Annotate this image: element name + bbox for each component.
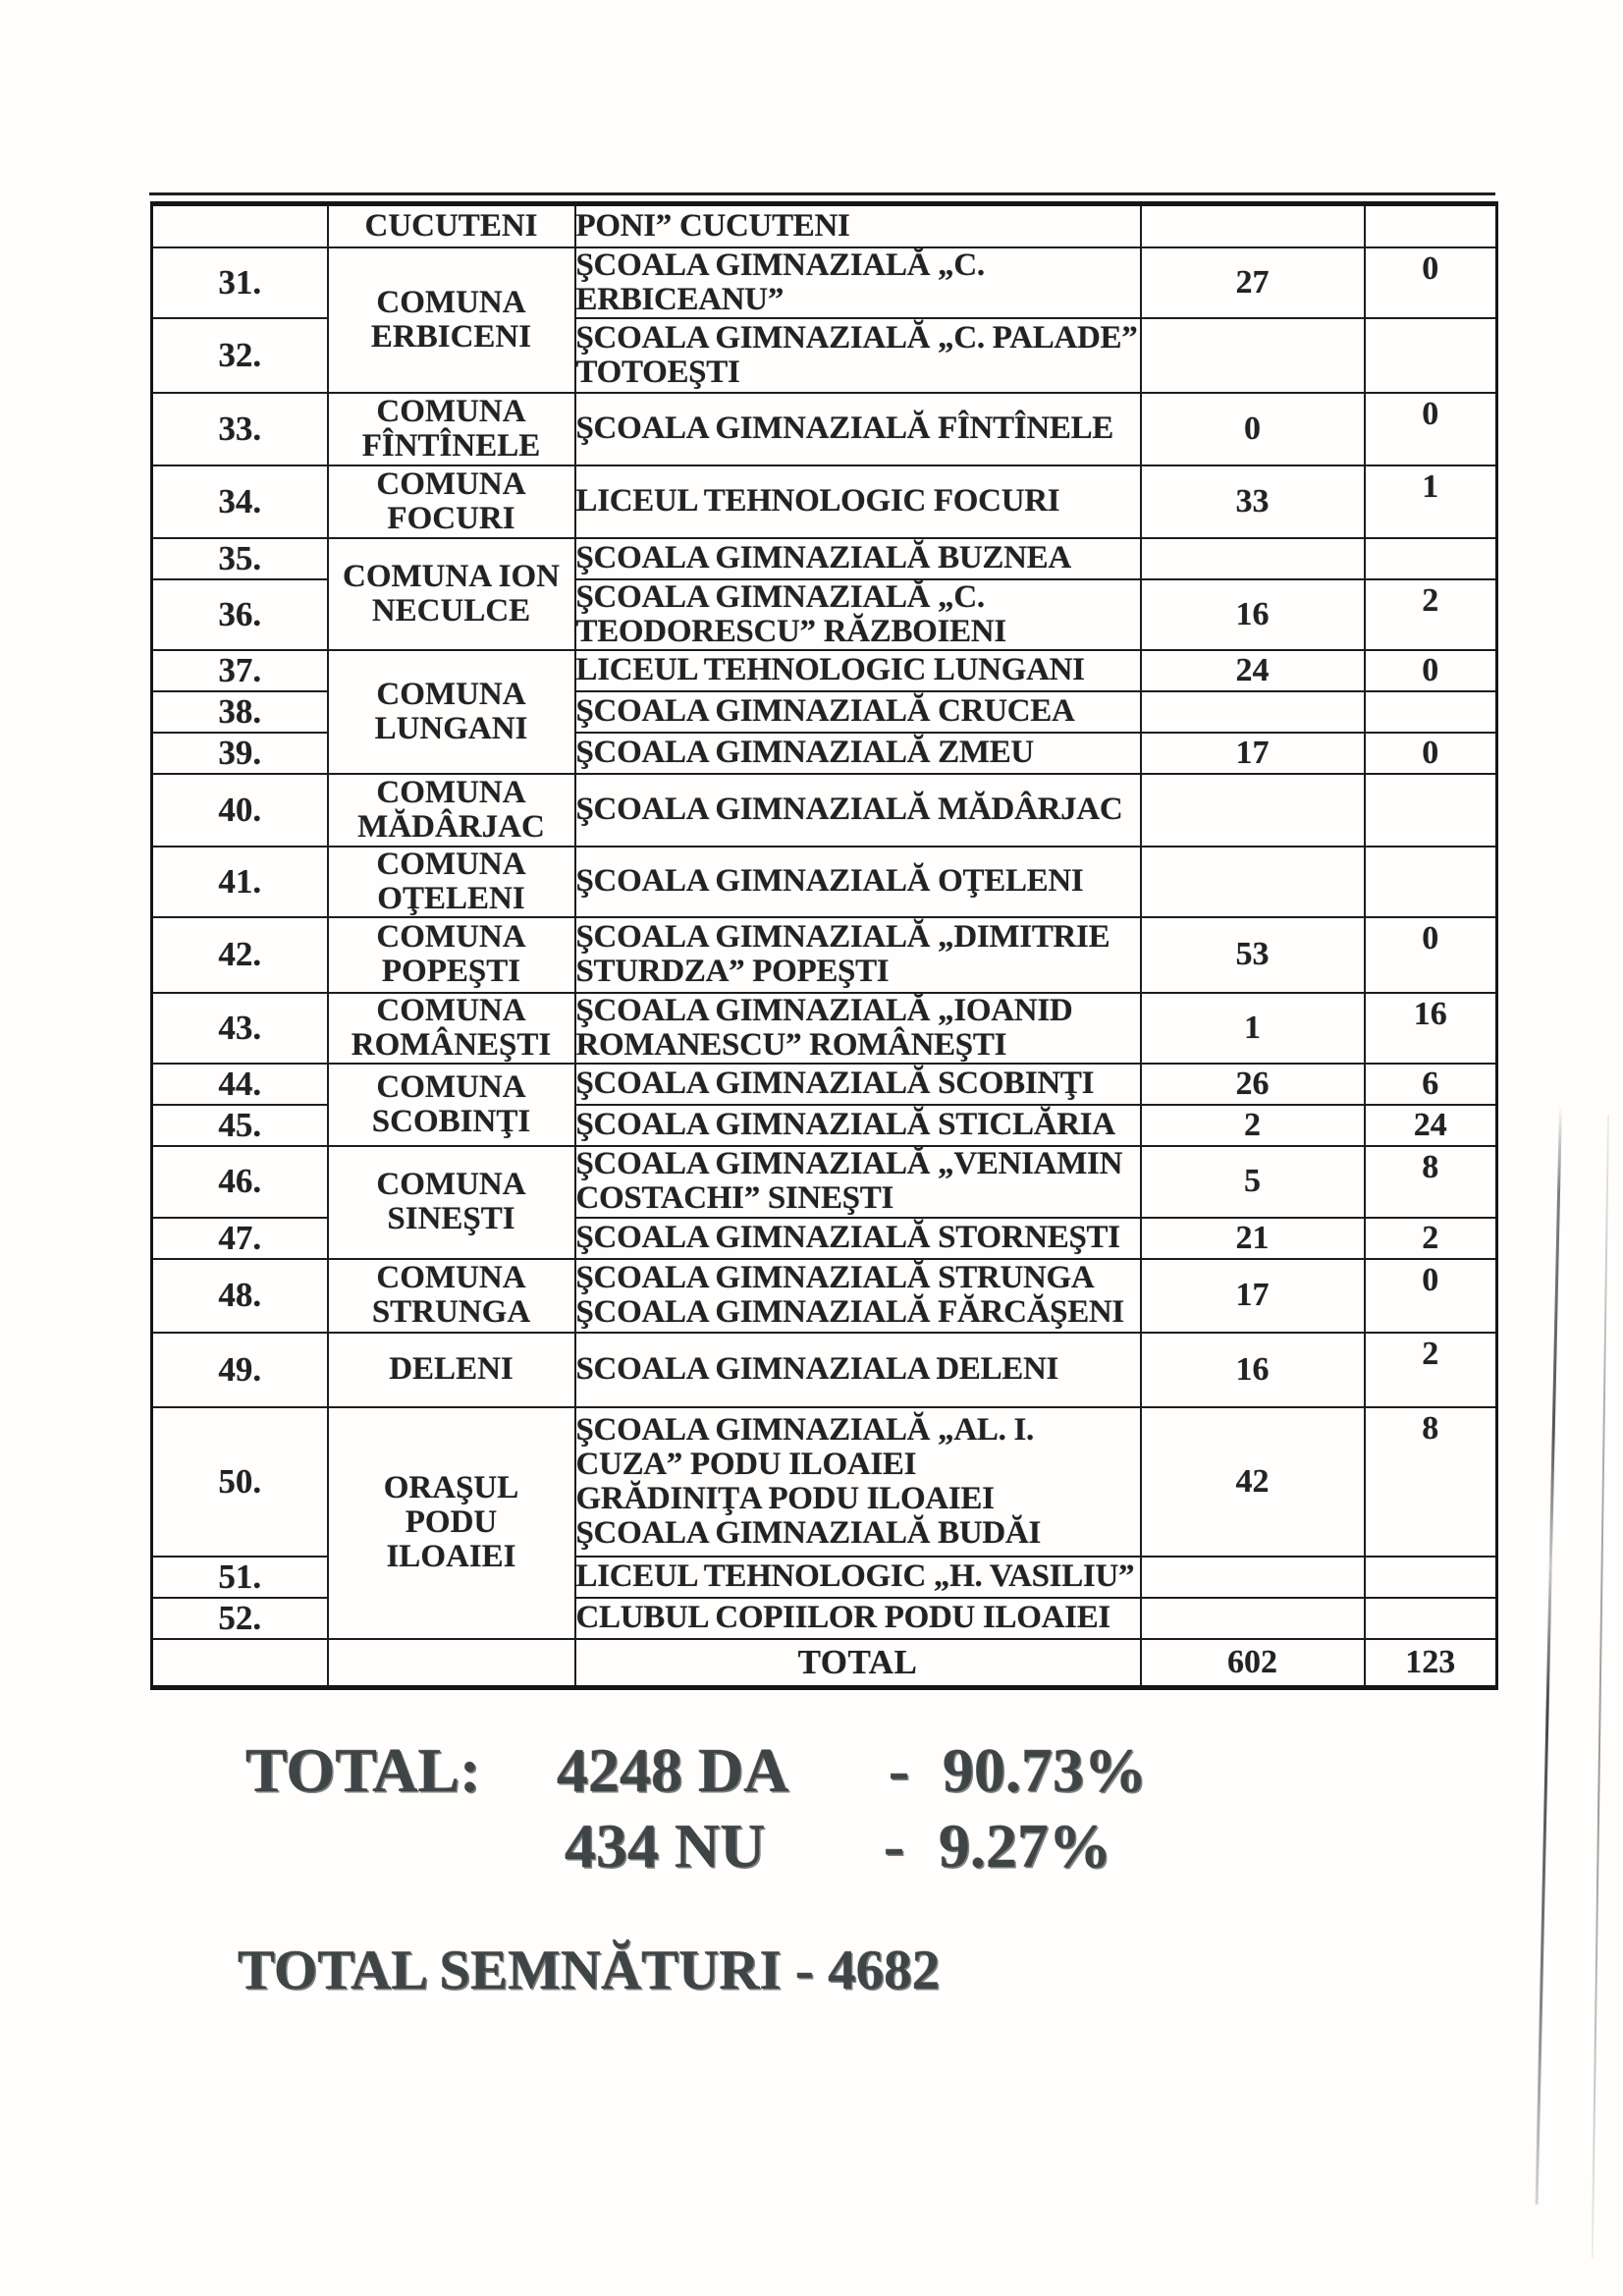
commune-cell (328, 847, 575, 917)
school-cell (575, 733, 1141, 774)
da-value-cell (1141, 204, 1365, 247)
nu-value-cell: 2 (1365, 579, 1497, 650)
commune-cell (328, 774, 575, 847)
da-value-cell (1141, 1598, 1365, 1639)
text-line: ŞCOALA GIMNAZIALĂ „AL. I. (575, 1411, 1034, 1448)
summary-total-da-line (0, 1735, 1623, 1818)
nu-value-cell (1365, 1598, 1497, 1639)
text-line: ŞCOALA GIMNAZIALĂ STRUNGA (575, 1260, 1095, 1295)
commune-cell (328, 465, 575, 538)
text-line: ŞCOALA GIMNAZIALĂ MĂDÂRJAC (575, 792, 1123, 827)
row-number-cell: 37. (152, 650, 328, 691)
text-line: STURDZA” POPEŞTI (575, 954, 890, 989)
text-line: COMUNA (376, 465, 526, 502)
text-line: COMUNA (376, 1068, 526, 1105)
da-value-cell: 2 (1141, 1105, 1365, 1146)
text-line: COMUNA (376, 1260, 526, 1295)
scan-artifact-line (1592, 1115, 1609, 2259)
commune-cell (328, 1639, 575, 1688)
text-line: SCOBINŢI (371, 1103, 531, 1139)
school-cell (575, 1064, 1141, 1105)
text-line: ORAŞUL (383, 1470, 519, 1505)
text-line: ŞCOALA GIMNAZIALĂ „VENIAMIN (575, 1146, 1123, 1181)
text-line: ŞCOALA GIMNAZIALĂ BUDĂI (575, 1514, 1042, 1551)
nu-value-cell (1365, 318, 1497, 393)
da-value-cell (1141, 691, 1365, 733)
da-value-cell: 26 (1141, 1064, 1365, 1105)
text-line: POPEŞTI (381, 954, 521, 989)
da-value-cell: 17 (1141, 1259, 1365, 1333)
table-row (152, 917, 1497, 993)
nu-value-cell: 8 (1365, 1146, 1497, 1218)
text-line: ERBICEANU” (575, 281, 784, 317)
text-line: SCOALA GIMNAZIALA DELENI (575, 1351, 1059, 1387)
nu-value-cell: 0 (1365, 917, 1497, 993)
table-row (152, 465, 1497, 538)
nu-value-cell: 0 (1365, 247, 1497, 318)
text-line: COMUNA (376, 1167, 526, 1202)
nu-value-cell (1365, 774, 1497, 847)
school-cell (575, 1105, 1141, 1146)
nu-value-cell: 16 (1365, 993, 1497, 1064)
commune-cell (328, 538, 575, 650)
row-number-cell: 35. (152, 538, 328, 579)
row-number-cell: 43. (152, 993, 328, 1064)
school-cell (575, 917, 1141, 993)
row-number-cell: 48. (152, 1259, 328, 1333)
school-cell (575, 465, 1141, 538)
total-da-cell: 602 (1141, 1639, 1365, 1688)
text-line: FOCURI (387, 500, 515, 536)
row-number-cell: 31. (152, 247, 328, 318)
da-value-cell: 27 (1141, 247, 1365, 318)
text-line: PODU (405, 1504, 498, 1540)
school-cell (575, 579, 1141, 650)
da-value-cell: 17 (1141, 733, 1365, 774)
text-line: ŞCOALA GIMNAZIALĂ OŢELENI (575, 863, 1084, 899)
text-line: LICEUL TEHNOLOGIC LUNGANI (575, 652, 1085, 687)
commune-cell (328, 1259, 575, 1333)
da-value-cell: 33 (1141, 465, 1365, 538)
row-number-cell: 44. (152, 1064, 328, 1105)
school-cell (575, 204, 1141, 247)
table-row (152, 1259, 1497, 1333)
da-value-cell: 1 (1141, 993, 1365, 1064)
nu-value-cell: 2 (1365, 1218, 1497, 1259)
text-line: ŞCOALA GIMNAZIALĂ FĂRCĂŞENI (575, 1294, 1124, 1330)
text-line: NECULCE (371, 592, 531, 629)
school-cell (575, 847, 1141, 917)
text-line: ŞCOALA GIMNAZIALĂ STICLĂRIA (575, 1107, 1115, 1142)
commune-cell (328, 393, 575, 465)
table-row (152, 393, 1497, 465)
table-top-scan-line (149, 192, 1495, 195)
commune-cell (328, 650, 575, 774)
row-number-cell (152, 1639, 328, 1688)
text-line: COMUNA (376, 992, 526, 1028)
text-line: ŞCOALA GIMNAZIALĂ SCOBINŢI (575, 1066, 1095, 1101)
table-row (152, 204, 1497, 247)
text-line: ŞCOALA GIMNAZIALĂ „DIMITRIE (575, 919, 1110, 955)
text-line: ŞCOALA GIMNAZIALĂ CRUCEA (575, 693, 1075, 729)
text-line: PONI” CUCUTENI (575, 207, 850, 244)
row-number-cell: 40. (152, 774, 328, 847)
nu-value-cell: 0 (1365, 733, 1497, 774)
da-value-cell: 53 (1141, 917, 1365, 993)
school-cell (575, 1333, 1141, 1407)
summary-nu-separator: - (884, 1811, 905, 1881)
nu-value-cell: 2 (1365, 1333, 1497, 1407)
commune-cell (328, 1146, 575, 1259)
text-line: ŞCOALA GIMNAZIALĂ STORNEŞTI (575, 1220, 1120, 1255)
text-line: ROMANESCU” ROMÂNEŞTI (575, 1026, 1007, 1063)
nu-value-cell: 24 (1365, 1105, 1497, 1146)
row-number-cell (152, 204, 328, 247)
school-cell (575, 993, 1141, 1064)
row-number-cell: 47. (152, 1218, 328, 1259)
commune-cell (328, 993, 575, 1064)
text-line: ŞCOALA GIMNAZIALĂ „C. PALADE” (575, 319, 1138, 355)
da-value-cell (1141, 847, 1365, 917)
summary-nu-percent: 9.27% (939, 1811, 1111, 1881)
row-number-cell: 36. (152, 579, 328, 650)
text-line: COMUNA (376, 846, 526, 882)
text-line: COMUNA (376, 284, 526, 320)
summary-da-percent: 90.73% (943, 1735, 1147, 1805)
text-line: OŢELENI (377, 880, 525, 916)
text-line: ŞCOALA GIMNAZIALĂ FÎNTÎNELE (575, 410, 1114, 446)
table-row (152, 1064, 1497, 1105)
row-number-cell: 34. (152, 465, 328, 538)
nu-value-cell: 0 (1365, 650, 1497, 691)
nu-value-cell: 1 (1365, 465, 1497, 538)
text-line: ŞCOALA GIMNAZIALĂ „IOANID (575, 992, 1073, 1028)
summary-signatures-line (0, 1942, 1623, 2021)
table-row (152, 1407, 1497, 1557)
commune-cell (328, 1064, 575, 1146)
school-cell (575, 1598, 1141, 1639)
table-row (152, 650, 1497, 691)
school-cell (575, 1146, 1141, 1218)
row-number-cell: 41. (152, 847, 328, 917)
commune-cell (328, 917, 575, 993)
text-line: STRUNGA (371, 1294, 531, 1330)
total-nu-cell: 123 (1365, 1639, 1497, 1688)
commune-cell (328, 247, 575, 393)
school-cell (575, 691, 1141, 733)
text-line: COMUNA (376, 676, 526, 712)
school-cell (575, 1407, 1141, 1557)
table-row (152, 774, 1497, 847)
text-line: COMUNA (376, 919, 526, 955)
da-value-cell (1141, 774, 1365, 847)
school-cell (575, 318, 1141, 393)
row-number-cell: 32. (152, 318, 328, 393)
school-cell (575, 1259, 1141, 1333)
nu-value-cell: 0 (1365, 393, 1497, 465)
school-cell (575, 1218, 1141, 1259)
text-line: ŞCOALA GIMNAZIALĂ „C. (575, 578, 985, 615)
text-line: ERBICENI (370, 318, 532, 355)
commune-cell (328, 1333, 575, 1407)
text-line: LICEUL TEHNOLOGIC „H. VASILIU” (575, 1558, 1135, 1594)
text-line: COSTACHI” SINEŞTI (575, 1180, 893, 1216)
text-line: ILOAIEI (386, 1539, 516, 1574)
text-line: COMUNA (376, 393, 526, 429)
da-value-cell: 24 (1141, 650, 1365, 691)
nu-value-cell (1365, 1557, 1497, 1598)
text-line: COMUNA (376, 774, 526, 810)
row-number-cell: 38. (152, 691, 328, 733)
nu-value-cell (1365, 538, 1497, 579)
row-number-cell: 45. (152, 1105, 328, 1146)
da-value-cell: 42 (1141, 1407, 1365, 1557)
text-line: GRĂDINIŢA PODU ILOAIEI (575, 1480, 995, 1516)
summary-da-separator: - (889, 1735, 910, 1805)
table-row (152, 1146, 1497, 1218)
da-value-cell (1141, 1557, 1365, 1598)
da-value-cell (1141, 538, 1365, 579)
da-value-cell (1141, 318, 1365, 393)
nu-value-cell (1365, 691, 1497, 733)
summary-da-amount: 4248 DA (557, 1735, 789, 1805)
nu-value-cell: 0 (1365, 1259, 1497, 1333)
text-line: MĂDÂRJAC (357, 808, 545, 845)
da-value-cell: 16 (1141, 579, 1365, 650)
text-line: SINEŞTI (387, 1201, 515, 1236)
text-line: LUNGANI (374, 710, 528, 746)
summary-total-nu-line (0, 1811, 1623, 1893)
text-line: ŞCOALA GIMNAZIALĂ „C. (575, 246, 985, 283)
row-number-cell: 49. (152, 1333, 328, 1407)
text-line: FÎNTÎNELE (361, 427, 541, 464)
school-cell (575, 247, 1141, 318)
text-line: TOTOEŞTI (575, 354, 740, 390)
row-number-cell: 39. (152, 733, 328, 774)
da-value-cell: 5 (1141, 1146, 1365, 1218)
commune-cell (328, 204, 575, 247)
row-number-cell: 42. (152, 917, 328, 993)
text-line: COMUNA ION (343, 558, 560, 594)
school-cell (575, 774, 1141, 847)
da-value-cell: 0 (1141, 393, 1365, 465)
table-row (152, 538, 1497, 579)
summary-signatures-text: TOTAL SEMNĂTURI - 4682 (238, 1940, 941, 2001)
text-line: CUZA” PODU ILOAIEI (575, 1446, 917, 1482)
table-row (152, 993, 1497, 1064)
results-table (150, 201, 1498, 1690)
row-number-cell: 33. (152, 393, 328, 465)
row-number-cell: 51. (152, 1557, 328, 1598)
text-line: CUCUTENI (364, 207, 538, 244)
row-number-cell: 50. (152, 1407, 328, 1557)
text-line: TEODORESCU” RĂZBOIENI (575, 613, 1006, 649)
school-cell (575, 650, 1141, 691)
school-cell (575, 393, 1141, 465)
da-value-cell: 21 (1141, 1218, 1365, 1259)
text-line: ŞCOALA GIMNAZIALĂ BUZNEA (575, 540, 1071, 575)
summary-nu-amount: 434 NU (565, 1811, 766, 1881)
table-row (152, 1333, 1497, 1407)
school-cell (575, 1557, 1141, 1598)
table-row (152, 247, 1497, 318)
table-total-row (152, 1639, 1497, 1688)
row-number-cell: 52. (152, 1598, 328, 1639)
school-cell (575, 538, 1141, 579)
text-line: ŞCOALA GIMNAZIALĂ ZMEU (575, 735, 1034, 770)
nu-value-cell: 8 (1365, 1407, 1497, 1557)
table-row (152, 847, 1497, 917)
nu-value-cell (1365, 204, 1497, 247)
da-value-cell: 16 (1141, 1333, 1365, 1407)
text-line: CLUBUL COPIILOR PODU ILOAIEI (575, 1600, 1110, 1635)
nu-value-cell: 6 (1365, 1064, 1497, 1105)
text-line: ROMÂNEŞTI (351, 1026, 552, 1063)
total-label-cell: TOTAL (575, 1639, 1141, 1688)
nu-value-cell (1365, 847, 1497, 917)
summary-total-label: TOTAL: (245, 1735, 481, 1805)
scan-artifact-line (1536, 1105, 1562, 2205)
commune-cell (328, 1407, 575, 1639)
text-line: DELENI (389, 1351, 514, 1387)
text-line: LICEUL TEHNOLOGIC FOCURI (575, 483, 1060, 519)
row-number-cell: 46. (152, 1146, 328, 1218)
